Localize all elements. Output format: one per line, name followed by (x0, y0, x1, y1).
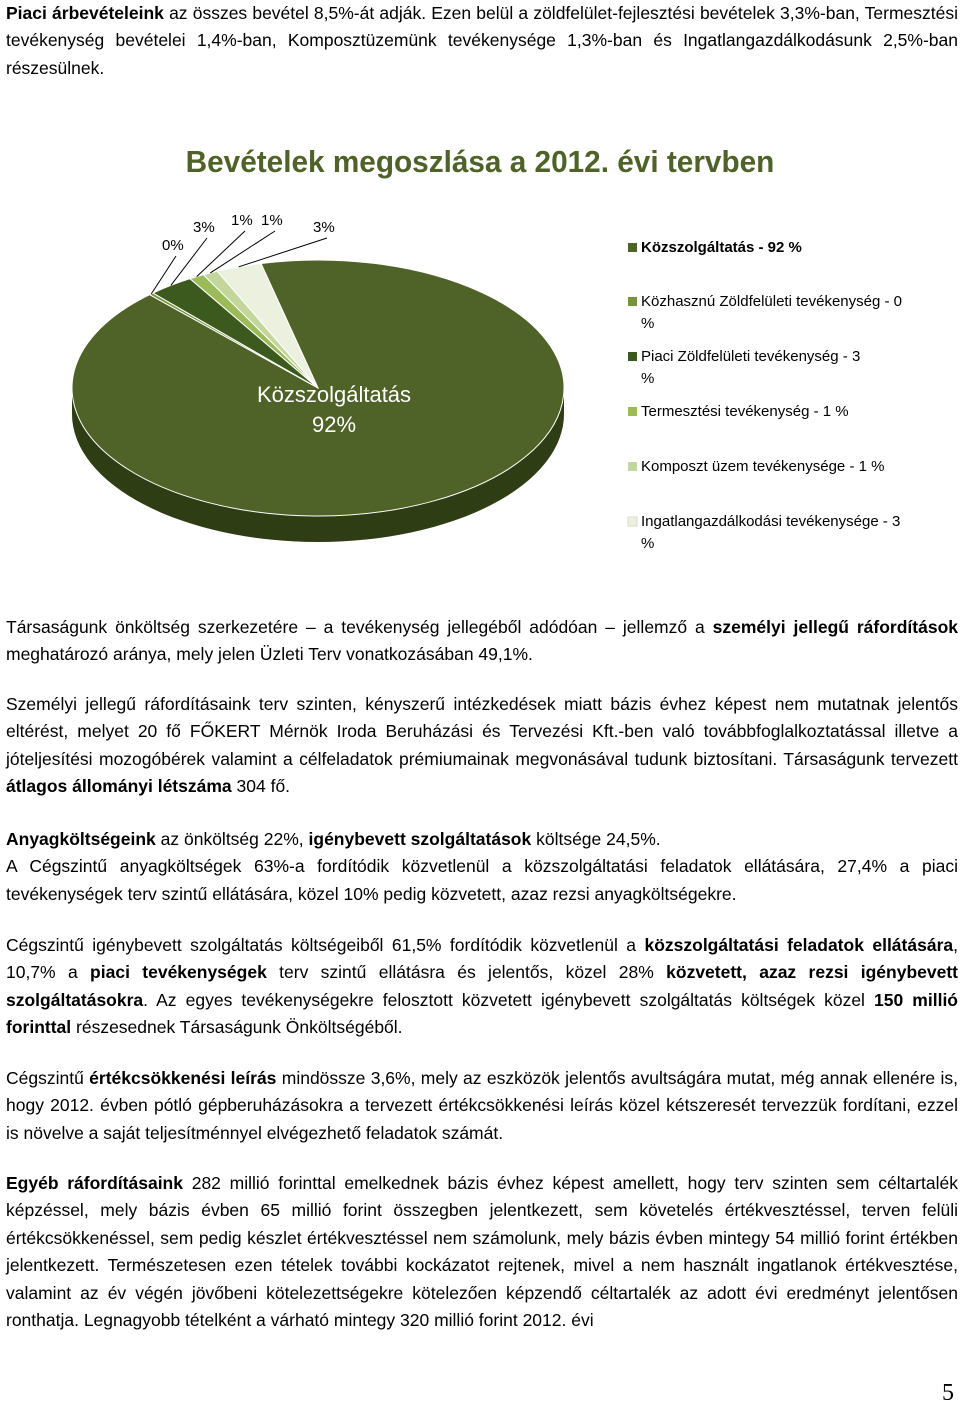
p3-bold-c: igénybevett szolgáltatások (308, 829, 532, 849)
p2-bold: átlagos állományi létszáma (6, 776, 232, 797)
legend-label-6: Ingatlangazdálkodási tevékenysége - 3 (641, 513, 901, 530)
legend-label-2: Közhasznú Zöldfelületi tevékenység - 0 (641, 293, 902, 310)
revenue-pie-chart (0, 120, 960, 570)
legend-label-3-cont: % (641, 370, 655, 387)
paragraph-personnel-detail (6, 691, 958, 801)
p4-text-e: terv szintű ellátásra és jelentős, közel 28% (266, 962, 667, 983)
legend-swatch-6 (628, 517, 637, 526)
legend-swatch-4 (628, 407, 637, 416)
p4-bold-f: közvetett, azaz rezsi igénybevett szolgáltatásokra (6, 962, 959, 1010)
center-label-name: Közszolgáltatás (256, 382, 412, 407)
p4-text-c: , 10,7% a (6, 935, 958, 983)
paragraph-material-costs (6, 826, 958, 908)
legend-label-5: Komposzt üzem tevékenysége - 1 % (641, 458, 885, 475)
legend-label-1: Közszolgáltatás - 92 % (641, 239, 802, 256)
p4-bold-b: közszolgáltatási feladatok ellátására (644, 935, 954, 955)
p6-text-b: 282 millió forinttal emelkednek bázis évhez képest amellett, hogy terv szinten sem céltartalék képzéssel, mely bázis évben 65 millió forint összegben jelentkezett, sem követelés értékvesztéssel, terven felüli értékcsökkenéssel, sem pedig készlet értékvesztéssel nem számolunk, mely bázis évben mintegy 54 millió forint értékben jelentkezett. Természetesen ezen tételek további kockázatot rejtenek, mivel a nem használt ingatlanok értékvesztése, valamint az év végén jövőbeni kötelezettségekre kötelezően képzendő céltartalék az adott évi eredményt jelentősen ronthatja. Legnagyobb tételként a várható mintegy 320 millió forint 2012. évi (6, 1173, 958, 1331)
slice-label-3: 3% (193, 219, 215, 236)
legend-swatch-3 (628, 352, 637, 361)
paragraph-other-expenses (6, 1170, 958, 1334)
p4-text-a: Cégszintű igénybevett szolgáltatás költségeiből 61,5% fordítódik közvetlenül a (6, 935, 645, 955)
intro-text: az összes bevétel 8,5%-át adják. Ezen belül a zöldfelület-fejlesztési bevételek 3,3%-ban, Termesztési tevékenység bevételei 1,4%-ban, Komposztüzemünk tevékenysége 1,3%-ban és Ingatlangazdálkodásunk 2,5%-ban részesülnek. (6, 3, 958, 78)
paragraph-personnel (6, 614, 958, 669)
p1-text-c: meghatározó aránya, mely jelen Üzleti Terv vonatkozásában 49,1%. (6, 644, 533, 665)
center-label-value: 92% (311, 412, 357, 437)
p3-text-e: A Cégszintű anyagköltségek 63%-a fordítódik közvetlenül a közszolgáltatási feladatok ellátására, 27,4% a piaci tevékenységek terv szintű ellátására, közel 10% pedig közvetett, azaz rezsi anyagköltségekre. (6, 856, 958, 904)
p6-bold: Egyéb ráfordításaink (6, 1173, 183, 1193)
legend-swatch-2 (628, 297, 637, 306)
p5-text-a: Cégszintű (6, 1068, 90, 1088)
legend-label-2-cont: % (641, 315, 655, 332)
p3-bold-a: Anyagköltségeink (6, 829, 156, 849)
legend-swatch-1 (628, 243, 637, 252)
slice-label-6: 3% (313, 219, 335, 236)
paragraph-services (6, 932, 958, 1042)
p5-text-c: mindössze 3,6%, mely az eszközök jelentős avultságára mutat, még annak ellenére is, hogy 2012. évben pótló gépberuházásokra a tervezett értékcsökkenési leírás közel kétszeresét tervezzük fordítani, ezzel is növelve a saját teljesítménnyel elvégezhető feladatok számát. (6, 1068, 958, 1143)
p4-bold-d: piaci tevékenységek (90, 962, 267, 983)
intro-paragraph (6, 0, 958, 82)
slice-label-5: 1% (261, 212, 283, 229)
pie-group (72, 212, 564, 542)
page-number: 5 (942, 1380, 954, 1406)
p5-bold: értékcsökkenési leírás (89, 1068, 277, 1088)
p4-text-g: . Az egyes tevékenységekre felosztott közvetett igénybevett szolgáltatás költségek közel (143, 989, 875, 1010)
legend-label-4: Termesztési tevékenység - 1 % (641, 403, 849, 420)
p2-text-c: 304 fő. (231, 776, 291, 797)
chart-legend (628, 239, 902, 552)
p3-text-b: az önköltség 22%, (155, 829, 309, 849)
intro-lead: Piaci árbevételeink (6, 3, 164, 23)
legend-swatch-5 (628, 462, 637, 471)
p4-text-i: részesednek Társaságunk Önköltségéből. (71, 1017, 403, 1038)
slice-label-4: 1% (231, 212, 253, 229)
legend-label-6-cont: % (641, 535, 655, 552)
p3-text-d: költsége 24,5%. (531, 829, 661, 849)
p1-text-a: Társaságunk önköltség szerkezetére – a tevékenység jellegéből adódóan – jellemző a (6, 617, 713, 637)
p4-bold-h: 150 millió forinttal (6, 989, 958, 1038)
paragraph-depreciation (6, 1065, 958, 1147)
p1-bold: személyi jellegű ráfordítások (712, 617, 958, 637)
slice-label-2: 0% (162, 237, 184, 254)
legend-label-3: Piaci Zöldfelületi tevékenység - 3 (641, 348, 861, 365)
p2-text-a: Személyi jellegű ráfordításaink terv szinten, kényszerű intézkedések miatt bázis évhez képest nem mutatnak jelentős eltérést, melyet 20 fő FŐKERT Mérnök Iroda Beruházási és Tervezési Kft.-ben való továbbfoglalkoztatással illetve a jóteljesítési mozogóbérek valamint a célfeladatok prémiumainak megvonásával tudunk biztosítani. Társaságunk tervezett (6, 694, 958, 769)
chart-title: Bevételek megoszlása a 2012. évi tervben (185, 144, 775, 180)
